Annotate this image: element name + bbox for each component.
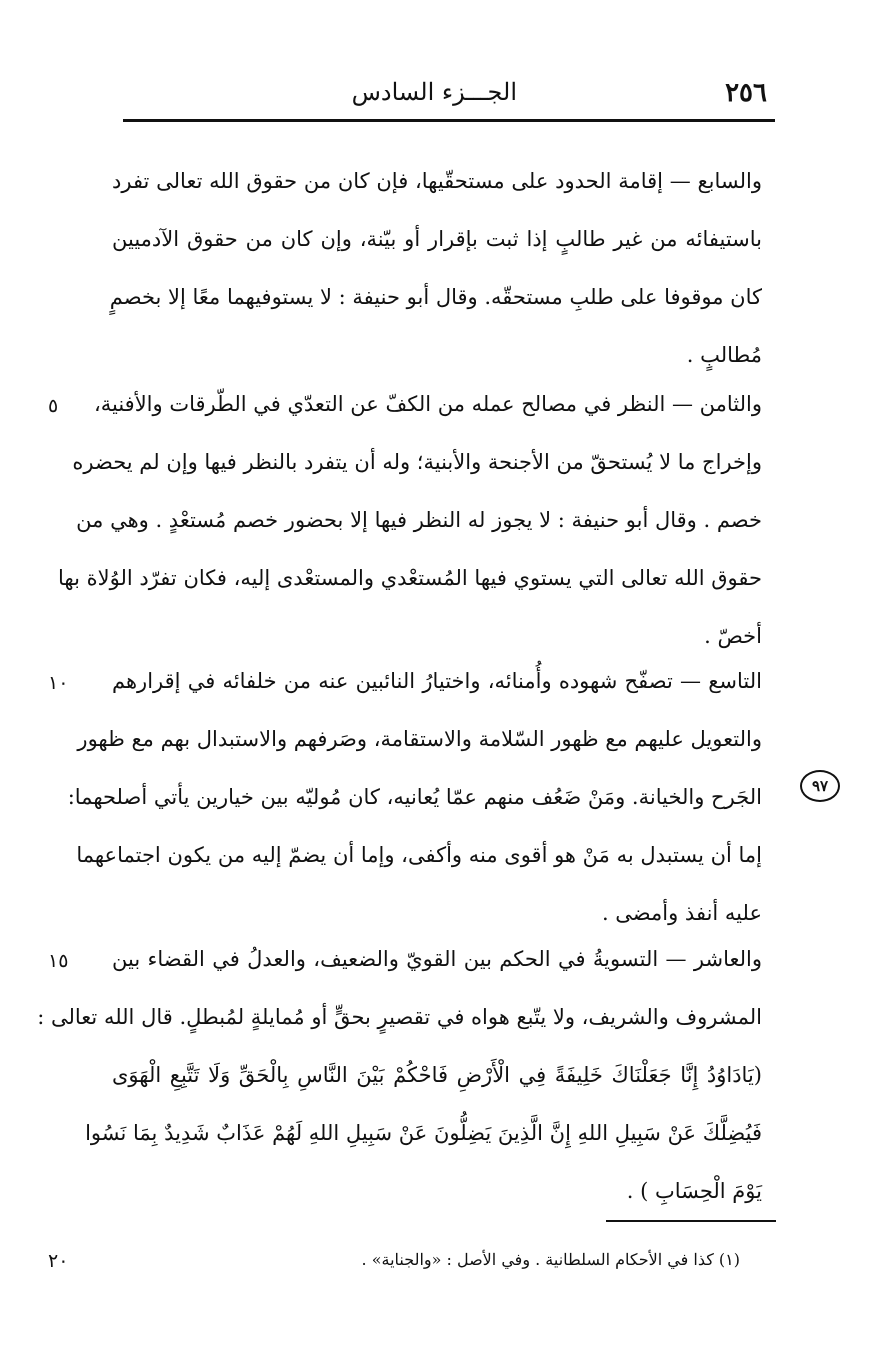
paragraph-eighth <box>58 375 762 665</box>
paragraph-ninth <box>67 652 762 942</box>
line-number: ١٥ <box>48 950 69 972</box>
text-line: المشروف والشريف، ولا يتّبع هواه في تقصيرٍ بحقٍّ أو مُمايلةٍ لمُبطلٍ. قال الله تعالى : <box>37 1005 762 1029</box>
text-line: حقوق الله تعالى التي يستوي فيها المُستعْدي والمستعْدى إليه، فكان تفرّد الوُلاة بها <box>58 566 762 590</box>
text-line: يَوْمَ الْحِسَابِ ) . <box>626 1179 762 1203</box>
footnote-rule <box>606 1220 776 1222</box>
text-line: الجَرح والخيانة. ومَنْ ضَعُف منهم عمّا يُعانيه، كان مُوليّه بين خيارين يأتي أصلحهما: <box>67 785 762 809</box>
text-line: وإخراج ما لا يُستحقّ من الأجنحة والأبنية؛ وله أن يتفرد بالنظر فيها وإن لم يحضره <box>72 450 762 474</box>
footnote: (١) كذا في الأحكام السلطانية . وفي الأصل : «والجناية» . <box>361 1250 740 1269</box>
text-line: والعاشر — التسويةُ في الحكم بين القويّ والضعيف، والعدلُ في القضاء بين <box>112 947 762 971</box>
text-line: والسابع — إقامة الحدود على مستحقّيها، فإن كان من حقوق الله تعالى تفرد <box>112 169 762 193</box>
line-number: ٥ <box>48 395 59 417</box>
text-line: (يَادَاوُدُ إِنَّا جَعَلْنَاكَ خَلِيفَةً فِي الْأَرْضِ فَاحْكُمْ بَيْنَ النَّاسِ بِالْحَقِّ وَلَا تَتَّبِعِ الْهَوَى <box>112 1063 762 1087</box>
text-line: كان موقوفا على طلبِ مستحقّه. وقال أبو حنيفة : لا يستوفيهما معًا إلا بخصمٍ <box>109 285 762 309</box>
page-number: ٢٥٦ <box>725 78 767 108</box>
text-line: باستيفائه من غير طالبٍ إذا ثبت بإقرار أو بيّنة، وإن كان من حقوق الآدميين <box>112 227 762 251</box>
part-title: الجـــزء السادس <box>351 78 517 106</box>
text-line: أخصّ . <box>704 624 762 648</box>
line-number: ١٠ <box>48 672 69 694</box>
paragraph-seventh <box>109 152 762 384</box>
text-line: التاسع — تصفّح شهوده وأُمنائه، واختيارُ النائبين عنه من خلفائه في إقرارهم <box>112 669 762 693</box>
running-header <box>120 78 775 114</box>
line-number: ٢٠ <box>48 1250 69 1272</box>
text-line: عليه أنفذ وأمضى . <box>601 901 762 925</box>
text-line: والثامن — النظر في مصالح عمله من الكفّ عن التعدّي في الطّرقات والأفنية، <box>93 392 762 416</box>
text-line: إما أن يستبدل به مَنْ هو أقوى منه وأكفى، وإما أن يضمّ إليه من يكون اجتماعهما <box>76 843 762 867</box>
header-rule <box>123 119 775 122</box>
text-line: مُطالبٍ . <box>686 343 762 367</box>
text-line: فَيُضِلَّكَ عَنْ سَبِيلِ اللهِ إِنَّ الَّذِينَ يَضِلُّونَ عَنْ سَبِيلِ اللهِ لَهُمْ عَذَابٌ شَدِيدٌ بِمَا نَسُوا <box>85 1121 762 1145</box>
text-line: خصم . وقال أبو حنيفة : لا يجوز له النظر فيها إلا بحضور خصم مُستعْدٍ . وهي من <box>76 508 762 532</box>
text-line: والتعويل عليهم مع ظهور السّلامة والاستقامة، وصَرفهم والاستبدال بهم مع ظهور <box>77 727 762 751</box>
manuscript-page-ref: ٩٧ <box>800 770 840 802</box>
